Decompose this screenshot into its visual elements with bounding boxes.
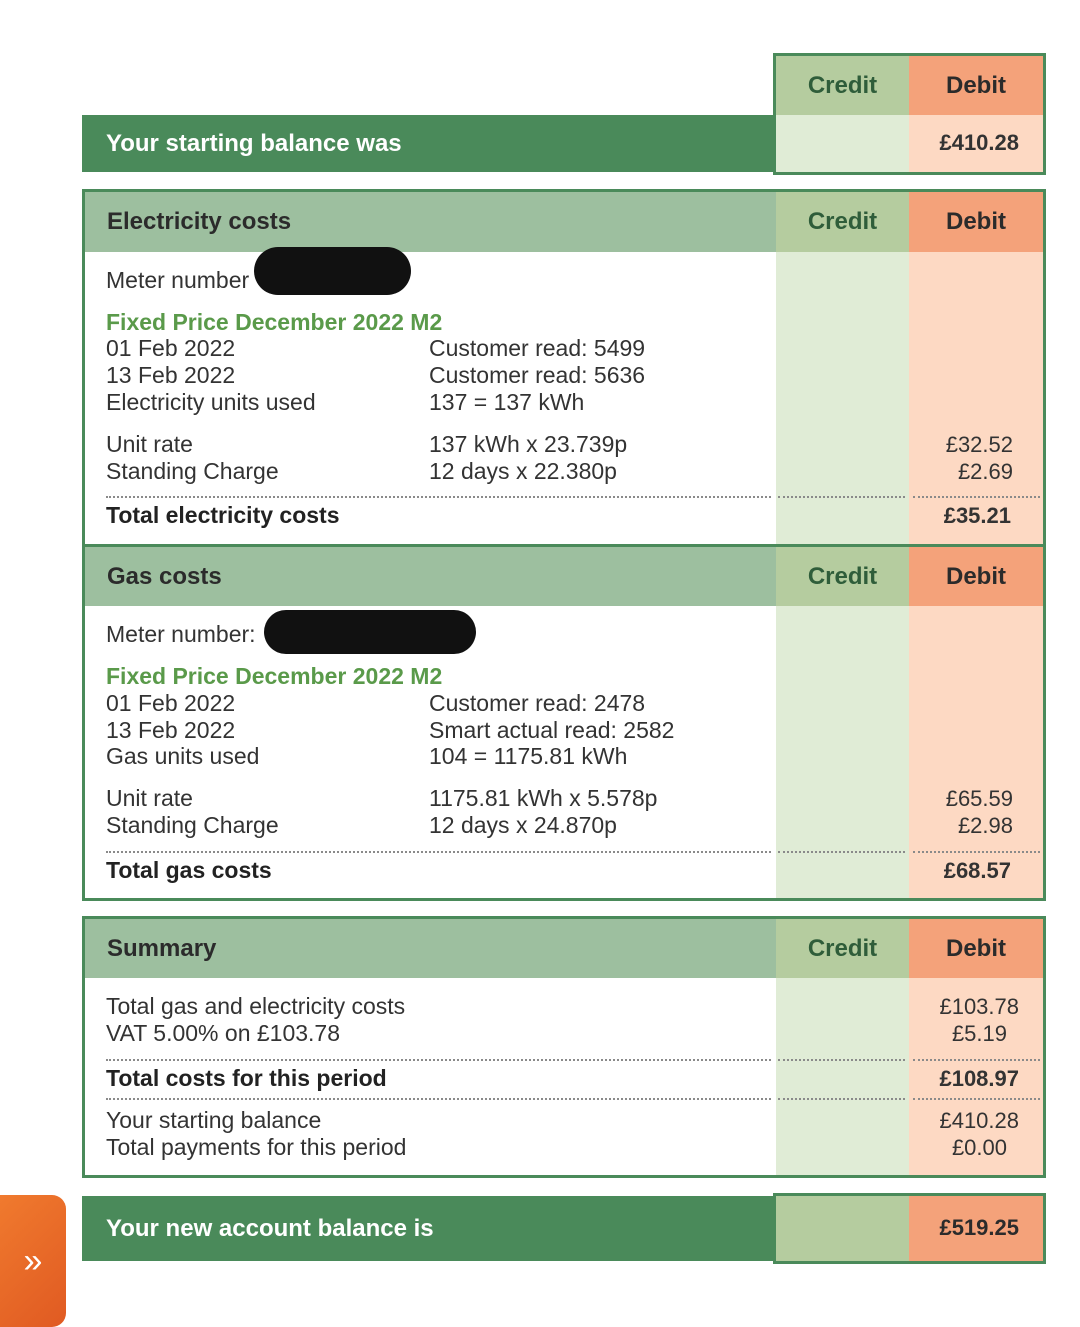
gas-row-date-2: 13 Feb 2022: [106, 717, 236, 743]
summary-start-balance-label: Your starting balance: [106, 1107, 322, 1133]
electricity-debit-header: Debit: [909, 192, 1043, 252]
electricity-divider-credit: [778, 496, 905, 498]
new-balance-label: Your new account balance is: [106, 1214, 434, 1242]
gas-row-read-1: Customer read: 2478: [429, 690, 646, 716]
electricity-units-label: Electricity units used: [106, 389, 316, 415]
electricity-section-header: [85, 192, 776, 252]
gas-credit-header: Credit: [776, 547, 909, 606]
summary-total-period-amount: £108.97: [939, 1066, 1019, 1091]
summary-divider-2: [106, 1098, 771, 1100]
starting-balance-bar: [82, 115, 776, 172]
gas-total-amount: £68.57: [943, 858, 1011, 883]
summary-divider-1-credit: [778, 1059, 905, 1061]
summary-vat-amount: £5.19: [951, 1021, 1007, 1046]
summary-title: Summary: [107, 934, 217, 962]
summary-divider-1: [106, 1059, 771, 1061]
electricity-divider-debit: [913, 496, 1040, 498]
electricity-credit-header: Credit: [776, 192, 909, 252]
double-chevron-right-icon: »: [23, 1241, 43, 1280]
electricity-row-read-1: Customer read: 5499: [429, 335, 646, 361]
summary-start-balance-amount: £410.28: [939, 1108, 1019, 1133]
gas-row-date-1: 01 Feb 2022: [106, 690, 236, 716]
electricity-total-amount: £35.21: [943, 503, 1011, 528]
electricity-unit-rate-label: Unit rate: [106, 431, 193, 457]
summary-section-header: [85, 919, 776, 978]
gas-section-header: [85, 547, 776, 606]
electricity-unit-rate-calc: 137 kWh x 23.739p: [429, 431, 628, 457]
electricity-divider: [106, 496, 771, 498]
electricity-meter-redaction: [254, 247, 411, 295]
electricity-units-value: 137 = 137 kWh: [429, 389, 585, 415]
gas-divider-debit: [913, 851, 1040, 853]
summary-gas-elec-amount: £103.78: [939, 994, 1019, 1019]
electricity-row-date-2: 13 Feb 2022: [106, 362, 236, 388]
new-balance-bar: [82, 1196, 776, 1261]
gas-units-value: 104 = 1175.81 kWh: [429, 743, 628, 769]
gas-row-read-2: Smart actual read: 2582: [429, 717, 675, 743]
electricity-row-date-1: 01 Feb 2022: [106, 335, 236, 361]
electricity-meter-label: Meter number: [106, 267, 250, 293]
summary-gas-elec-label: Total gas and electricity costs: [106, 993, 406, 1019]
gas-divider: [106, 851, 771, 853]
electricity-standing-label: Standing Charge: [106, 458, 279, 484]
summary-payments-amount: £0.00: [951, 1135, 1007, 1160]
summary-divider-2-debit: [913, 1098, 1040, 1100]
new-balance-amount: £519.25: [939, 1215, 1019, 1240]
gas-unit-rate-amount: £65.59: [945, 786, 1013, 811]
summary-payments-label: Total payments for this period: [106, 1134, 407, 1160]
gas-unit-rate-label: Unit rate: [106, 785, 193, 811]
gas-divider-credit: [778, 851, 905, 853]
gas-meter-label: Meter number:: [106, 621, 256, 647]
expand-tab[interactable]: [0, 1195, 66, 1327]
starting-balance-label: Your starting balance was: [106, 129, 402, 157]
summary-divider-1-debit: [913, 1059, 1040, 1061]
starting-balance-amount: £410.28: [939, 130, 1019, 155]
summary-debit-header: Debit: [909, 919, 1043, 978]
electricity-row-read-2: Customer read: 5636: [429, 362, 646, 388]
electricity-total-label: Total electricity costs: [106, 502, 340, 528]
gas-units-label: Gas units used: [106, 743, 260, 769]
electricity-unit-rate-amount: £32.52: [945, 432, 1013, 457]
new-balance-credit-cell: [776, 1196, 909, 1261]
gas-tariff: Fixed Price December 2022 M2: [106, 663, 443, 689]
summary-total-period-label: Total costs for this period: [106, 1065, 387, 1091]
summary-vat-label: VAT 5.00% on £103.78: [106, 1020, 341, 1046]
gas-standing-label: Standing Charge: [106, 812, 279, 838]
starting-debit-header: Debit: [909, 56, 1043, 115]
gas-debit-header: Debit: [909, 547, 1043, 606]
gas-standing-amount: £2.98: [957, 813, 1013, 838]
electricity-tariff: Fixed Price December 2022 M2: [106, 309, 443, 335]
electricity-title: Electricity costs: [107, 208, 292, 235]
starting-credit-header: Credit: [776, 56, 909, 115]
gas-unit-rate-calc: 1175.81 kWh x 5.578p: [429, 785, 658, 811]
starting-credit-cell: [776, 115, 909, 172]
summary-credit-header: Credit: [776, 919, 909, 978]
electricity-standing-calc: 12 days x 22.380p: [429, 458, 617, 484]
gas-meter-redaction: [264, 610, 476, 654]
gas-standing-calc: 12 days x 24.870p: [429, 812, 617, 838]
gas-title: Gas costs: [107, 562, 222, 590]
summary-divider-2-credit: [778, 1098, 905, 1100]
gas-total-label: Total gas costs: [106, 857, 272, 883]
electricity-standing-amount: £2.69: [957, 459, 1013, 484]
